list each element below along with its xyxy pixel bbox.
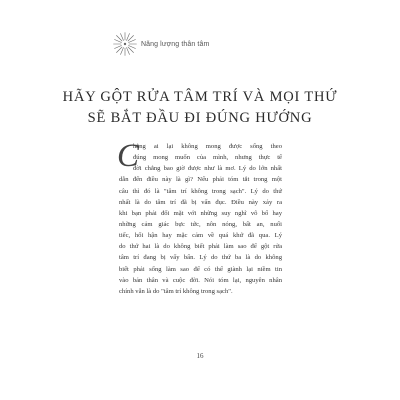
chapter-title bbox=[0, 87, 400, 129]
chapter-title-line: SẼ BẮT ĐẦU ĐI ĐÚNG HƯỚNG bbox=[87, 110, 313, 126]
series-title: Năng lượng thân tâm bbox=[141, 40, 210, 48]
drop-cap: C bbox=[117, 138, 140, 174]
chapter-title-line: HÃY GỘT RỬA TÂM TRÍ VÀ MỌI THỨ bbox=[62, 89, 338, 105]
body-line: tâm trí đang bị vấy bẩn. Lý do thứ ba là do không bbox=[119, 254, 282, 262]
body-line: biết phải sống làm sao để có thể giành lại niềm tin bbox=[119, 265, 282, 273]
body-line: đúng mong muốn của mình, nhưng thực tế bbox=[133, 154, 282, 162]
page-number: 16 bbox=[196, 352, 204, 360]
body-line: do thứ hai là do không biết phải làm sao để gột rửa bbox=[119, 243, 282, 251]
body-line: đời chẳng bao giờ được như là mơ. Lý do lớn nhất bbox=[133, 165, 282, 173]
running-header bbox=[112, 31, 209, 57]
body-line: dẫn đến điều này là gì? Nếu phải tóm tắt trong một bbox=[119, 176, 282, 184]
body-text bbox=[117, 138, 282, 297]
body-line: chính vẫn là do "tâm trí không trong sạch". bbox=[119, 287, 233, 295]
starburst-icon bbox=[112, 31, 138, 57]
body-line: khi bạn phải đối mặt với những suy nghĩ vô bổ hay bbox=[119, 209, 282, 217]
body-line: vào bản thân và cuộc đời. Nói tóm lại, nguyên nhân bbox=[119, 276, 282, 284]
body-line: hẳng ai lại không mong được sống theo bbox=[133, 143, 282, 150]
body-line: tiếc, hối hận hay mặc cảm về quá khứ đã qua. Lý bbox=[119, 232, 282, 240]
body-line: những cảm giác bực tức, nôn nóng, bất an, nuối bbox=[119, 220, 282, 228]
body-line: nhất là do tâm trí đã bị vẩn đục. Điều này xảy ra bbox=[119, 198, 282, 206]
body-line: câu thì đó là "tâm trí không trong sạch". Lý do thứ bbox=[119, 187, 282, 195]
